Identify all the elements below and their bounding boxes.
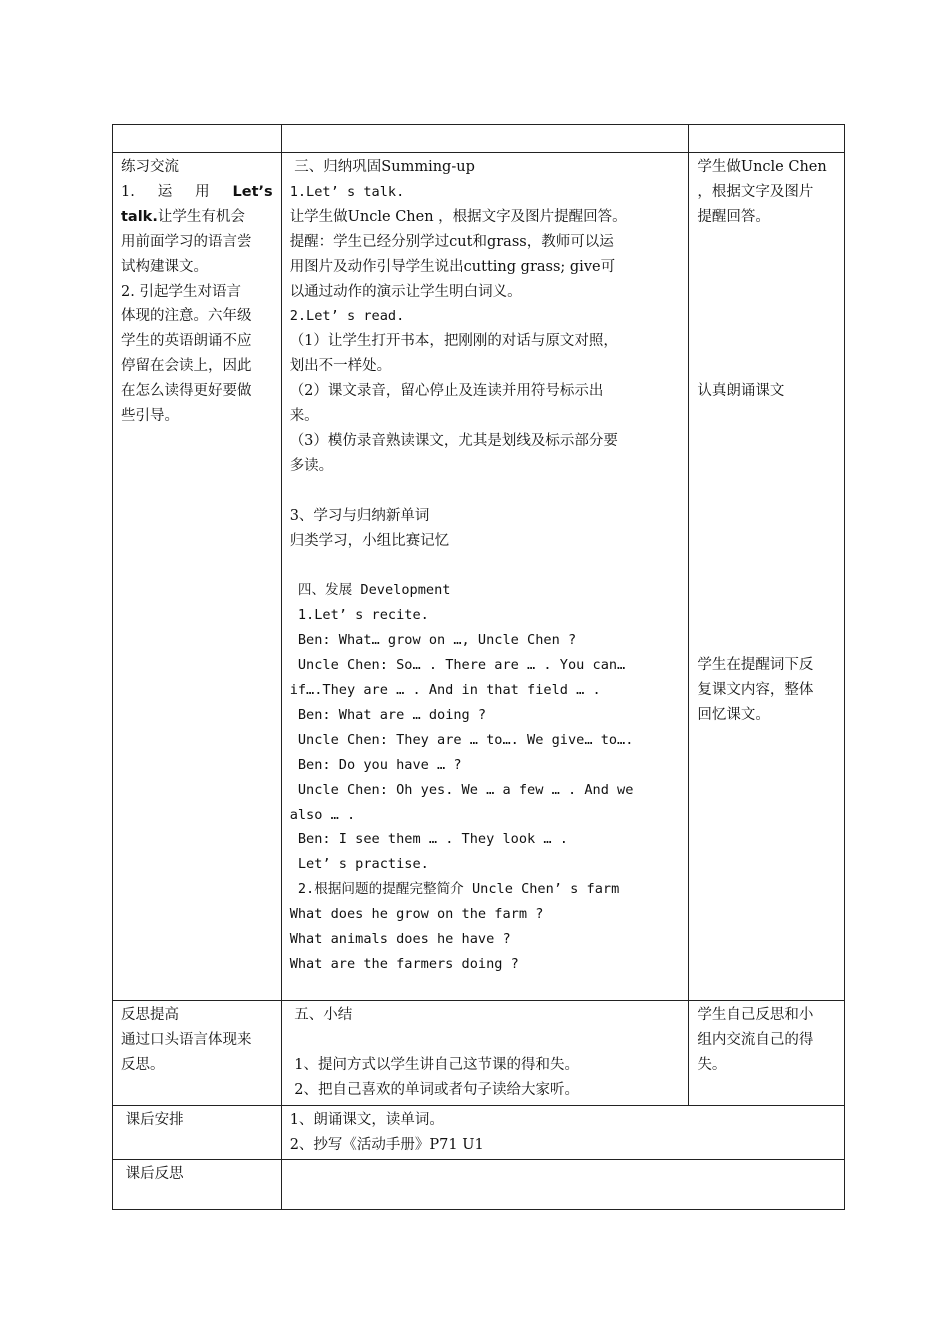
table-row-reflection xyxy=(113,1001,845,1106)
content-line: 2、把自己喜欢的单词或者句子读给大家听。 xyxy=(289,1081,580,1098)
reflection-student-cell xyxy=(689,1001,845,1106)
student-line: 学生做Uncle Chen xyxy=(697,159,827,175)
dev-line: Ben: Do you have … ? xyxy=(289,756,462,773)
content-line: （3）模仿录音熟读课文，尤其是划线及标示部分要 xyxy=(289,432,618,449)
spacer xyxy=(697,628,836,653)
note-line: 学生的英语朗诵不应 xyxy=(121,333,252,350)
table-row-empty xyxy=(113,125,845,153)
blank-line xyxy=(290,1028,681,1053)
dev-line: also … . xyxy=(289,806,356,823)
note-fragment: 用 xyxy=(195,183,210,200)
development-heading: 四、发展 Development xyxy=(289,582,451,599)
student-line: 组内交流自己的得 xyxy=(697,1031,814,1048)
afterthought-title-cell xyxy=(113,1160,282,1210)
dev-line: Uncle Chen: Oh yes. We … a few … . And we xyxy=(289,781,634,798)
content-line: 用图片及动作引导学生说出cutting grass; give可 xyxy=(289,258,616,275)
content-line: 来。 xyxy=(289,408,319,425)
spacer xyxy=(697,553,836,578)
section-title: 练习交流 xyxy=(121,159,179,175)
spacer xyxy=(697,578,836,603)
note-line: 在怎么读得更好要做 xyxy=(121,383,252,400)
spacer xyxy=(697,479,836,504)
spacer xyxy=(697,528,836,553)
student-line: 学生在提醒词下反 xyxy=(697,656,814,673)
practice-content-cell xyxy=(281,153,689,1001)
content-line: 以通过动作的演示让学生明白词义。 xyxy=(289,283,522,300)
vocab-heading: 3、学习与归纳新单词 xyxy=(289,507,430,524)
content-line: （2）课文录音，留心停止及连读并用符号标示出 xyxy=(289,383,604,400)
note-line: 停留在会读上，因此 xyxy=(121,358,252,375)
homework-content-cell xyxy=(281,1105,844,1160)
section-title: 课后安排 xyxy=(121,1111,184,1128)
dev-line: 2.根据问题的提醒完整简介 Uncle Chen’ s farm xyxy=(289,881,620,898)
lesson-plan-table xyxy=(112,124,845,1210)
spacer xyxy=(697,255,836,280)
dev-line: What does he grow on the farm ? xyxy=(289,906,544,923)
content-line: 划出不一样处。 xyxy=(289,358,392,375)
summing-up-heading: 三、归纳巩固Summing-up xyxy=(289,159,475,175)
homework-title-cell xyxy=(113,1105,282,1160)
spacer xyxy=(697,304,836,329)
note-fragment: 运 xyxy=(157,183,173,200)
content-line: 让学生做Uncle Chen ，根据文字及图片提醒回答。 xyxy=(289,208,627,225)
dev-line: What animals does he have ? xyxy=(289,931,511,948)
student-line: 认真朗诵课文 xyxy=(697,383,785,400)
dev-line: Ben: What are … doing ? xyxy=(289,706,487,723)
dev-line: 1.Let’ s recite. xyxy=(289,607,429,624)
dev-line: Ben: What… grow on …, Uncle Chen ? xyxy=(289,632,577,649)
content-line: 1、提问方式以学生讲自己这节课的得和失。 xyxy=(289,1056,580,1073)
note-line: 用前面学习的语言尝 xyxy=(121,233,252,250)
note-line: 体现的注意。六年级 xyxy=(121,308,252,325)
student-line: ，根据文字及图片 xyxy=(697,183,814,200)
vocab-line: 归类学习，小组比赛记忆 xyxy=(289,532,450,549)
content-line: （1）让学生打开书本，把刚刚的对话与原文对照， xyxy=(289,333,618,350)
dev-line: Let’ s practise. xyxy=(289,856,429,873)
dev-line: Uncle Chen: They are … to…. We give… to…. xyxy=(289,731,634,748)
empty-cell xyxy=(113,125,282,153)
spacer xyxy=(697,230,836,255)
empty-cell xyxy=(281,125,689,153)
dev-line: Ben: I see them … . They look … . xyxy=(289,831,568,848)
note-fragment: Let’s xyxy=(232,183,273,200)
note-line: 通过口头语言体现来 xyxy=(121,1031,252,1048)
dev-line: Uncle Chen: So… . There are … . You can… xyxy=(289,657,626,674)
spacer xyxy=(697,429,836,454)
section-title: 课后反思 xyxy=(121,1166,184,1183)
content-line: 2.Let’ s read. xyxy=(289,308,405,325)
student-line: 复课文内容，整体 xyxy=(697,681,814,698)
empty-cell xyxy=(689,125,845,153)
reflection-content-cell xyxy=(281,1001,689,1106)
reflection-notes-cell xyxy=(113,1001,282,1106)
dev-line: What are the farmers doing ? xyxy=(289,955,519,972)
spacer xyxy=(697,603,836,628)
homework-line: 2、抄写《活动手册》P71 U1 xyxy=(289,1136,484,1153)
spacer xyxy=(697,504,836,529)
note-line: talk.让学生有机会 xyxy=(121,208,245,225)
spacer xyxy=(697,329,836,354)
note-line xyxy=(121,180,273,205)
spacer xyxy=(697,404,836,429)
note-fragment: 1. xyxy=(121,183,135,200)
note-line: 2. 引起学生对语言 xyxy=(121,283,241,300)
practice-student-cell xyxy=(689,153,845,1001)
afterthought-content-cell xyxy=(281,1160,844,1210)
spacer xyxy=(697,280,836,305)
homework-line: 1、朗诵课文，读单词。 xyxy=(289,1111,444,1128)
content-line: 多读。 xyxy=(289,457,334,474)
content-line: 提醒：学生已经分别学过cut和grass，教师可以运 xyxy=(289,233,614,250)
practice-notes-cell xyxy=(113,153,282,1001)
spacer xyxy=(697,354,836,379)
spacer xyxy=(697,454,836,479)
table-row-practice xyxy=(113,153,845,1001)
section-title: 反思提高 xyxy=(121,1007,179,1023)
student-line: 失。 xyxy=(697,1056,727,1073)
student-line: 提醒回答。 xyxy=(697,208,770,225)
table-row-afterthought xyxy=(113,1160,845,1210)
blank-line xyxy=(290,479,681,504)
note-line: 些引导。 xyxy=(121,408,179,425)
summary-heading: 五、小结 xyxy=(289,1007,353,1023)
table-row-homework xyxy=(113,1105,845,1160)
student-line: 回忆课文。 xyxy=(697,706,770,723)
note-line: 反思。 xyxy=(121,1056,165,1073)
blank-line xyxy=(290,553,681,578)
student-line: 学生自己反思和小 xyxy=(697,1007,814,1023)
dev-line: if….They are … . And in that field … . xyxy=(289,682,601,698)
note-line: 试构建课文。 xyxy=(121,258,208,275)
content-line: 1.Let’ s talk. xyxy=(289,183,405,200)
